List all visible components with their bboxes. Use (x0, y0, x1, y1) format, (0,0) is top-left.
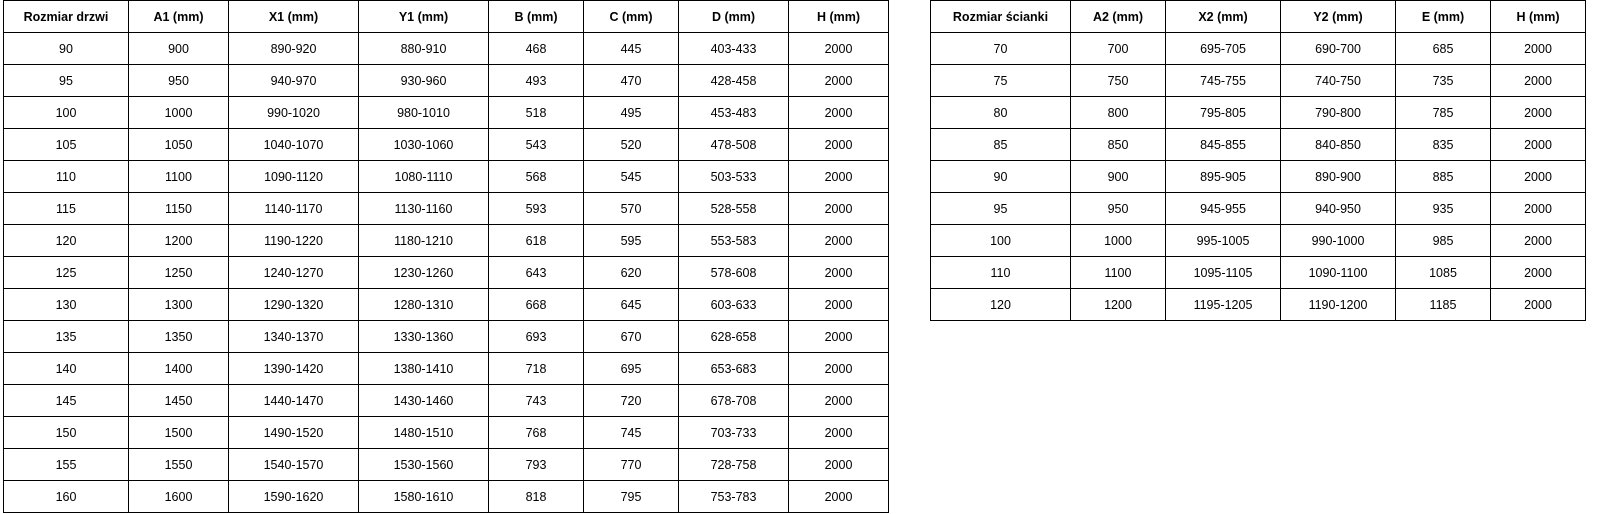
cell: 2000 (789, 353, 889, 385)
cell: 2000 (789, 417, 889, 449)
cell: 428-458 (679, 65, 789, 97)
cell: 818 (489, 481, 584, 513)
column-header-b: B (mm) (489, 1, 584, 33)
doors-table-body (4, 33, 889, 513)
cell: 1400 (129, 353, 229, 385)
cell: 890-920 (229, 33, 359, 65)
cell: 930-960 (359, 65, 489, 97)
cell: 695 (584, 353, 679, 385)
cell: 115 (4, 193, 129, 225)
cell: 1250 (129, 257, 229, 289)
cell: 2000 (1491, 289, 1586, 321)
cell: 720 (584, 385, 679, 417)
table-row (931, 65, 1586, 97)
table-row (931, 161, 1586, 193)
cell: 403-433 (679, 33, 789, 65)
cell: 1600 (129, 481, 229, 513)
cell: 678-708 (679, 385, 789, 417)
table-header-row (931, 1, 1586, 33)
cell: 453-483 (679, 97, 789, 129)
cell: 545 (584, 161, 679, 193)
table-row (931, 97, 1586, 129)
table-row (4, 225, 889, 257)
cell: 2000 (789, 321, 889, 353)
cell: 1050 (129, 129, 229, 161)
cell: 155 (4, 449, 129, 481)
table-row (4, 129, 889, 161)
cell: 2000 (789, 33, 889, 65)
column-header-e: E (mm) (1396, 1, 1491, 33)
cell: 793 (489, 449, 584, 481)
cell: 643 (489, 257, 584, 289)
column-header-c: C (mm) (584, 1, 679, 33)
cell: 595 (584, 225, 679, 257)
cell: 2000 (1491, 257, 1586, 289)
cell: 520 (584, 129, 679, 161)
cell: 120 (931, 289, 1071, 321)
cell: 1190-1220 (229, 225, 359, 257)
cell: 1090-1100 (1281, 257, 1396, 289)
cell: 1580-1610 (359, 481, 489, 513)
cell: 110 (931, 257, 1071, 289)
table-row (931, 257, 1586, 289)
table-row (4, 289, 889, 321)
cell: 980-1010 (359, 97, 489, 129)
walls-table-body (931, 33, 1586, 321)
cell: 1190-1200 (1281, 289, 1396, 321)
table-row (931, 193, 1586, 225)
cell: 570 (584, 193, 679, 225)
table-row (931, 33, 1586, 65)
cell: 718 (489, 353, 584, 385)
table-row (4, 417, 889, 449)
cell: 445 (584, 33, 679, 65)
walls-dimensions-table-container (930, 0, 1586, 321)
cell: 703-733 (679, 417, 789, 449)
doors-dimensions-table-container (3, 0, 889, 513)
cell: 1180-1210 (359, 225, 489, 257)
cell: 150 (4, 417, 129, 449)
cell: 1140-1170 (229, 193, 359, 225)
cell: 2000 (1491, 33, 1586, 65)
cell: 1590-1620 (229, 481, 359, 513)
cell: 70 (931, 33, 1071, 65)
cell: 1080-1110 (359, 161, 489, 193)
cell: 110 (4, 161, 129, 193)
cell: 1330-1360 (359, 321, 489, 353)
cell: 1040-1070 (229, 129, 359, 161)
cell: 95 (931, 193, 1071, 225)
cell: 145 (4, 385, 129, 417)
cell: 2000 (1491, 65, 1586, 97)
cell: 2000 (1491, 129, 1586, 161)
cell: 653-683 (679, 353, 789, 385)
cell: 470 (584, 65, 679, 97)
cell: 700 (1071, 33, 1166, 65)
cell: 1300 (129, 289, 229, 321)
cell: 495 (584, 97, 679, 129)
doors-dimensions-table (3, 0, 889, 513)
cell: 1195-1205 (1166, 289, 1281, 321)
cell: 2000 (789, 481, 889, 513)
cell: 1390-1420 (229, 353, 359, 385)
table-row (4, 385, 889, 417)
cell: 100 (931, 225, 1071, 257)
cell: 1540-1570 (229, 449, 359, 481)
cell: 990-1020 (229, 97, 359, 129)
cell: 618 (489, 225, 584, 257)
cell: 743 (489, 385, 584, 417)
cell: 728-758 (679, 449, 789, 481)
cell: 750 (1071, 65, 1166, 97)
table-row (4, 97, 889, 129)
cell: 528-558 (679, 193, 789, 225)
cell: 800 (1071, 97, 1166, 129)
table-row (4, 321, 889, 353)
cell: 690-700 (1281, 33, 1396, 65)
column-header-y1: Y1 (mm) (359, 1, 489, 33)
table-row (931, 289, 1586, 321)
column-header-a1: A1 (mm) (129, 1, 229, 33)
cell: 1350 (129, 321, 229, 353)
cell: 593 (489, 193, 584, 225)
cell: 950 (1071, 193, 1166, 225)
cell: 935 (1396, 193, 1491, 225)
cell: 670 (584, 321, 679, 353)
cell: 1030-1060 (359, 129, 489, 161)
cell: 645 (584, 289, 679, 321)
cell: 2000 (789, 385, 889, 417)
cell: 100 (4, 97, 129, 129)
cell: 130 (4, 289, 129, 321)
walls-table-header (931, 1, 1586, 33)
cell: 2000 (789, 193, 889, 225)
cell: 135 (4, 321, 129, 353)
cell: 85 (931, 129, 1071, 161)
cell: 1150 (129, 193, 229, 225)
cell: 768 (489, 417, 584, 449)
cell: 735 (1396, 65, 1491, 97)
cell: 770 (584, 449, 679, 481)
column-header-a2: A2 (mm) (1071, 1, 1166, 33)
cell: 785 (1396, 97, 1491, 129)
table-row (931, 225, 1586, 257)
doors-table-header (4, 1, 889, 33)
cell: 543 (489, 129, 584, 161)
cell: 1290-1320 (229, 289, 359, 321)
cell: 990-1000 (1281, 225, 1396, 257)
cell: 2000 (789, 161, 889, 193)
cell: 1430-1460 (359, 385, 489, 417)
cell: 880-910 (359, 33, 489, 65)
cell: 845-855 (1166, 129, 1281, 161)
column-header-d: D (mm) (679, 1, 789, 33)
cell: 105 (4, 129, 129, 161)
cell: 668 (489, 289, 584, 321)
cell: 503-533 (679, 161, 789, 193)
table-row (931, 129, 1586, 161)
cell: 2000 (789, 449, 889, 481)
cell: 478-508 (679, 129, 789, 161)
cell: 75 (931, 65, 1071, 97)
cell: 2000 (789, 97, 889, 129)
cell: 1550 (129, 449, 229, 481)
cell: 745 (584, 417, 679, 449)
cell: 620 (584, 257, 679, 289)
cell: 553-583 (679, 225, 789, 257)
cell: 1340-1370 (229, 321, 359, 353)
cell: 1490-1520 (229, 417, 359, 449)
cell: 790-800 (1281, 97, 1396, 129)
cell: 940-950 (1281, 193, 1396, 225)
table-row (4, 481, 889, 513)
cell: 1200 (1071, 289, 1166, 321)
column-header-h: H (mm) (789, 1, 889, 33)
column-header-h: H (mm) (1491, 1, 1586, 33)
cell: 140 (4, 353, 129, 385)
cell: 628-658 (679, 321, 789, 353)
cell: 493 (489, 65, 584, 97)
cell: 120 (4, 225, 129, 257)
cell: 1530-1560 (359, 449, 489, 481)
table-header-row (4, 1, 889, 33)
column-header-x1: X1 (mm) (229, 1, 359, 33)
table-row (4, 449, 889, 481)
column-header-x2: X2 (mm) (1166, 1, 1281, 33)
table-row (4, 193, 889, 225)
cell: 890-900 (1281, 161, 1396, 193)
cell: 753-783 (679, 481, 789, 513)
cell: 895-905 (1166, 161, 1281, 193)
table-row (4, 161, 889, 193)
cell: 125 (4, 257, 129, 289)
cell: 940-970 (229, 65, 359, 97)
cell: 2000 (789, 65, 889, 97)
cell: 90 (4, 33, 129, 65)
cell: 995-1005 (1166, 225, 1281, 257)
cell: 885 (1396, 161, 1491, 193)
cell: 1095-1105 (1166, 257, 1281, 289)
cell: 2000 (789, 257, 889, 289)
cell: 945-955 (1166, 193, 1281, 225)
cell: 850 (1071, 129, 1166, 161)
cell: 1440-1470 (229, 385, 359, 417)
column-header-rozmiar-drzwi: Rozmiar drzwi (4, 1, 129, 33)
table-row (4, 33, 889, 65)
cell: 2000 (789, 225, 889, 257)
cell: 1500 (129, 417, 229, 449)
cell: 695-705 (1166, 33, 1281, 65)
column-header-rozmiar-scianki: Rozmiar ścianki (931, 1, 1071, 33)
cell: 1090-1120 (229, 161, 359, 193)
cell: 840-850 (1281, 129, 1396, 161)
cell: 950 (129, 65, 229, 97)
cell: 1280-1310 (359, 289, 489, 321)
cell: 835 (1396, 129, 1491, 161)
cell: 1450 (129, 385, 229, 417)
cell: 1000 (1071, 225, 1166, 257)
cell: 1380-1410 (359, 353, 489, 385)
table-row (4, 65, 889, 97)
cell: 578-608 (679, 257, 789, 289)
cell: 603-633 (679, 289, 789, 321)
cell: 795-805 (1166, 97, 1281, 129)
cell: 468 (489, 33, 584, 65)
cell: 985 (1396, 225, 1491, 257)
cell: 1100 (1071, 257, 1166, 289)
cell: 160 (4, 481, 129, 513)
walls-dimensions-table (930, 0, 1586, 321)
cell: 2000 (789, 289, 889, 321)
column-header-y2: Y2 (mm) (1281, 1, 1396, 33)
cell: 745-755 (1166, 65, 1281, 97)
cell: 1200 (129, 225, 229, 257)
cell: 1100 (129, 161, 229, 193)
cell: 1230-1260 (359, 257, 489, 289)
cell: 740-750 (1281, 65, 1396, 97)
cell: 900 (129, 33, 229, 65)
cell: 95 (4, 65, 129, 97)
cell: 2000 (1491, 193, 1586, 225)
cell: 2000 (1491, 225, 1586, 257)
cell: 900 (1071, 161, 1166, 193)
table-row (4, 353, 889, 385)
cell: 693 (489, 321, 584, 353)
cell: 1085 (1396, 257, 1491, 289)
cell: 1185 (1396, 289, 1491, 321)
cell: 518 (489, 97, 584, 129)
cell: 1130-1160 (359, 193, 489, 225)
cell: 2000 (1491, 97, 1586, 129)
cell: 80 (931, 97, 1071, 129)
cell: 1240-1270 (229, 257, 359, 289)
cell: 90 (931, 161, 1071, 193)
cell: 2000 (1491, 161, 1586, 193)
cell: 1000 (129, 97, 229, 129)
cell: 1480-1510 (359, 417, 489, 449)
cell: 568 (489, 161, 584, 193)
table-row (4, 257, 889, 289)
cell: 685 (1396, 33, 1491, 65)
cell: 795 (584, 481, 679, 513)
cell: 2000 (789, 129, 889, 161)
